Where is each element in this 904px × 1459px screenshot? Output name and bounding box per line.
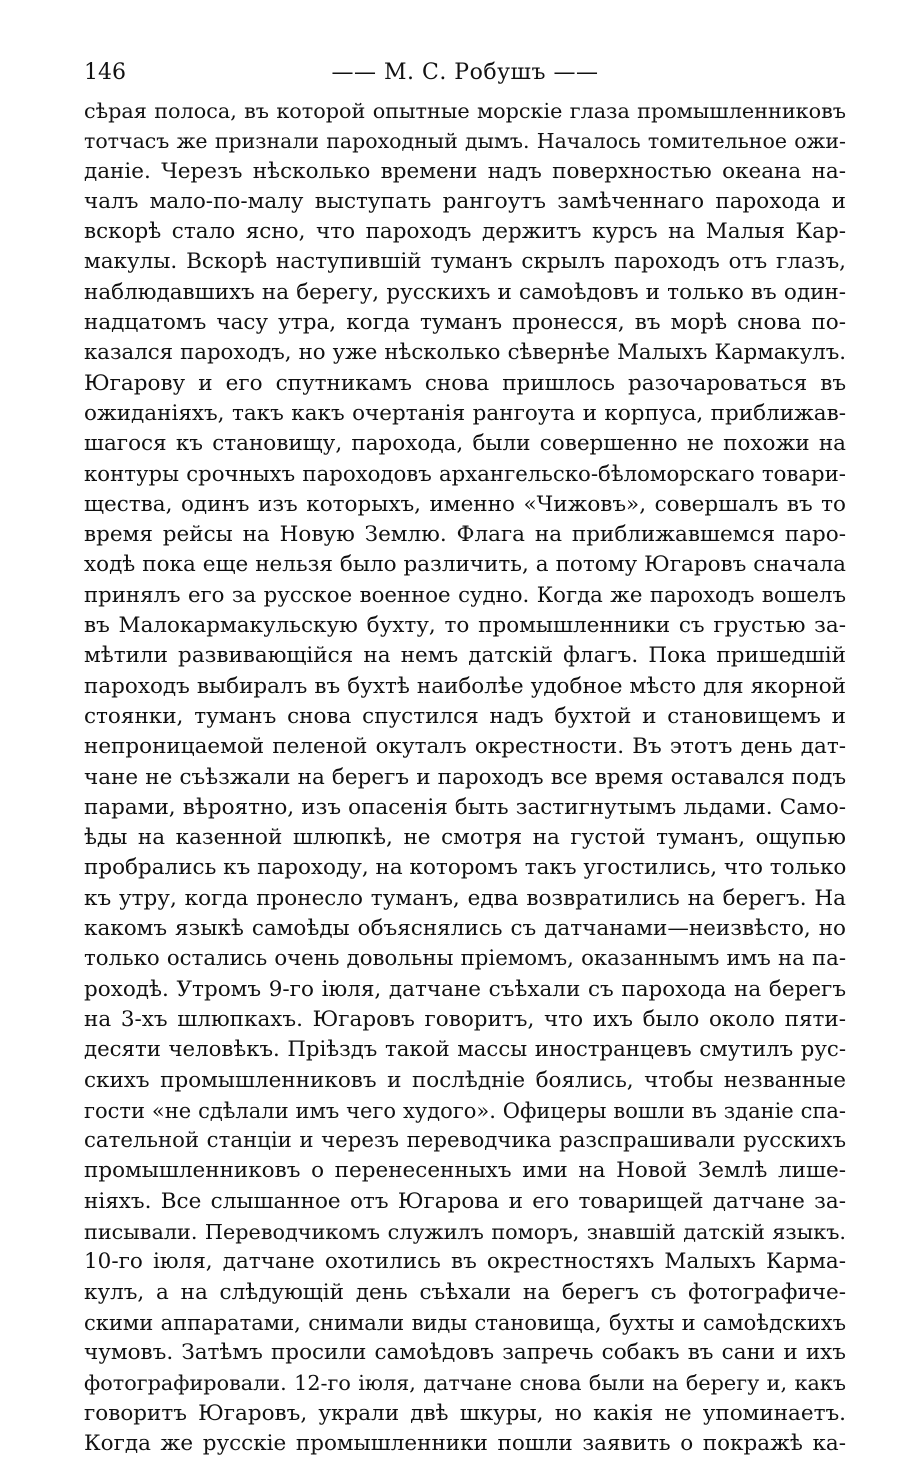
running-header — [84, 58, 846, 90]
text-line: роходѣ. Утромъ 9-го іюля, датчане съѣхали съ парохода на берегъ — [84, 976, 846, 1002]
running-title: —— М. С. Робушъ —— — [331, 60, 599, 85]
text-line: ніяхъ. Все слышанное отъ Югарова и его товарищей датчане за- — [84, 1188, 846, 1214]
text-line: Югарову и его спутникамъ снова пришлось разочароваться въ — [84, 370, 846, 396]
text-line: къ утру, когда пронесло туманъ, едва возвратились на берегъ. На — [84, 885, 846, 911]
text-line: гости «не сдѣлали имъ чего худого». Офицеры вошли въ зданіе спа- — [84, 1098, 846, 1123]
text-line: непроницаемой пеленой окуталъ окрестности. Въ этотъ день дат- — [84, 734, 846, 760]
text-line: Когда же русскіе промышленники пошли заявить о покражѣ ка- — [84, 1431, 846, 1457]
text-line: писывали. Переводчикомъ служилъ поморъ, знавшій датскій языкъ. — [84, 1219, 846, 1244]
text-line: десяти человѣкъ. Пріѣздъ такой массы иностранцевъ смутилъ рус- — [84, 1037, 846, 1063]
text-line: на 3-хъ шлюпкахъ. Югаровъ говоритъ, что ихъ было около пяти- — [84, 1006, 846, 1032]
text-line: тотчасъ же признали пароходный дымъ. Началось томительное ожи- — [84, 129, 846, 154]
text-line: макулы. Вскорѣ наступившій туманъ скрылъ пароходъ отъ глазъ, — [84, 249, 846, 275]
text-line: щества, одинъ изъ которыхъ, именно «Чижовъ», совершалъ въ то — [84, 491, 846, 517]
text-line: ожиданіяхъ, такъ какъ очертанія рангоута и корпуса, приближав- — [84, 400, 846, 426]
body-text — [84, 96, 846, 1459]
text-line: фотографировали. 12-го іюля, датчане снова были на берегу и, какъ — [84, 1371, 846, 1396]
text-line: скихъ промышленниковъ и послѣдніе боялись, чтобы незванные — [84, 1067, 846, 1093]
text-line: надцатомъ часу утра, когда туманъ пронесся, въ морѣ снова по- — [84, 310, 846, 336]
text-line: вскорѣ стало ясно, что пароходъ держитъ курсъ на Малыя Кар- — [84, 219, 846, 245]
text-line: ходѣ пока еще нельзя было различить, а потому Югаровъ сначала — [84, 552, 846, 578]
text-line: даніе. Черезъ нѣсколько времени надъ поверхностью океана на- — [84, 158, 846, 184]
text-line: чане не съѣзжали на берегъ и пароходъ все время оставался подъ — [84, 764, 846, 790]
text-line: въ Малокармакульскую бухту, то промышленники съ грустью за- — [84, 613, 846, 639]
text-line: чалъ мало-по-малу выступать рангоутъ замѣченнаго парохода и — [84, 188, 846, 214]
text-line: скими аппаратами, снимали виды становища, бухты и самоѣдскихъ — [84, 1310, 846, 1335]
text-line: чумовъ. Затѣмъ просили самоѣдовъ запречь собакъ въ сани и ихъ — [84, 1340, 846, 1366]
text-line: кулъ, а на слѣдующій день съѣхали на берегъ съ фотографиче- — [84, 1279, 846, 1305]
text-line: шагося къ становищу, парохода, были совершенно не похожи на — [84, 431, 846, 457]
text-line: какомъ языкѣ самоѣды объяснялись съ датчанами—неизвѣсто, но — [84, 916, 846, 942]
text-line: мѣтили развивающійся на немъ датскій флагъ. Пока пришедшій — [84, 643, 846, 669]
text-line: только остались очень довольны пріемомъ, оказаннымъ имъ на па- — [84, 946, 846, 972]
text-line: казался пароходъ, но уже нѣсколько сѣвернѣе Малыхъ Кармакулъ. — [84, 340, 846, 366]
text-line: ѣды на казенной шлюпкѣ, не смотря на густой туманъ, ощупью — [84, 825, 846, 851]
text-line: пароходъ выбиралъ въ бухтѣ наиболѣе удобное мѣсто для якорной — [84, 673, 846, 699]
text-line: промышленниковъ о перенесенныхъ ими на Новой Землѣ лише- — [84, 1158, 846, 1184]
text-line: сательной станціи и черезъ переводчика разспрашивали русскихъ — [84, 1128, 846, 1154]
text-line: стоянки, туманъ снова спустился надъ бухтой и становищемъ и — [84, 703, 846, 729]
text-line: парами, вѣроятно, изъ опасенія быть застигнутымъ льдами. Само- — [84, 794, 846, 820]
text-line: говоритъ Югаровъ, украли двѣ шкуры, но какія не упоминаетъ. — [84, 1400, 846, 1426]
page-number: 146 — [84, 60, 126, 85]
text-line: сѣрая полоса, въ которой опытные морскіе глаза промышленниковъ — [84, 99, 846, 123]
text-line: 10-го іюля, датчане охотились въ окрестностяхъ Малыхъ Карма- — [84, 1249, 846, 1275]
text-line: принялъ его за русское военное судно. Когда же пароходъ вошелъ — [84, 582, 846, 608]
text-line: время рейсы на Новую Землю. Флага на приближавшемся паро- — [84, 522, 846, 548]
text-line: контуры срочныхъ пароходовъ архангельско-бѣломорскаго товари- — [84, 461, 846, 487]
text-line: наблюдавшихъ на берегу, русскихъ и самоѣдовъ и только въ один- — [84, 279, 846, 305]
text-line: пробрались къ пароходу, на которомъ такъ угостились, что только — [84, 855, 846, 881]
